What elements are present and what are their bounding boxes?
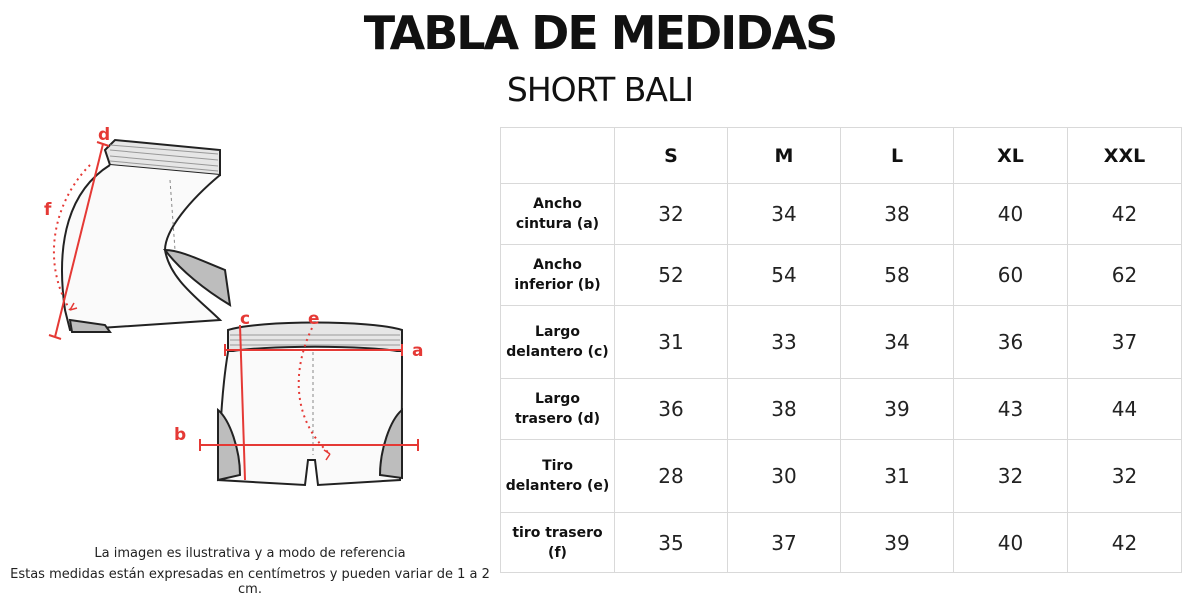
table-row-ancho-inferior	[501, 245, 1182, 306]
table-cell: 62	[1068, 245, 1182, 306]
table-cell: 42	[1068, 513, 1182, 573]
label-a: a	[412, 341, 424, 361]
table-cell: 33	[728, 306, 841, 379]
header-size-xl: XL	[954, 128, 1068, 184]
table-cell: 38	[841, 184, 954, 245]
table-cell: 37	[1068, 306, 1182, 379]
table-cell: 39	[841, 513, 954, 573]
header-size-xxl: XXL	[1068, 128, 1182, 184]
side-view-illustration	[62, 140, 230, 332]
label-c: c	[240, 309, 251, 329]
table-cell: 34	[728, 184, 841, 245]
table-header-row	[501, 128, 1182, 184]
page-title: TABLA DE MEDIDAS	[363, 6, 837, 60]
label-f: f	[44, 200, 52, 220]
row-label: Ancho cintura (a)	[501, 184, 615, 245]
header-size-s: S	[615, 128, 728, 184]
table-cell: 37	[728, 513, 841, 573]
header-size-l: L	[841, 128, 954, 184]
table-cell: 60	[954, 245, 1068, 306]
label-b: b	[174, 425, 187, 445]
table-cell: 44	[1068, 379, 1182, 440]
table-cell: 31	[615, 306, 728, 379]
row-label: Ancho inferior (b)	[501, 245, 615, 306]
row-label: tiro trasero (f)	[501, 513, 615, 573]
label-e: e	[308, 309, 320, 329]
table-cell: 31	[841, 440, 954, 513]
note-measurement-variance: Estas medidas están expresadas en centímetros y pueden variar de 1 a 2 cm.	[10, 567, 490, 597]
table-cell: 30	[728, 440, 841, 513]
table-cell: 54	[728, 245, 841, 306]
table-cell: 42	[1068, 184, 1182, 245]
row-label: Largo trasero (d)	[501, 379, 615, 440]
front-view-illustration	[218, 323, 402, 486]
table-cell: 40	[954, 184, 1068, 245]
header-empty-cell	[501, 128, 615, 184]
table-cell: 39	[841, 379, 954, 440]
table-cell: 32	[615, 184, 728, 245]
table-cell: 32	[1068, 440, 1182, 513]
table-cell: 35	[615, 513, 728, 573]
table-row-ancho-cintura	[501, 184, 1182, 245]
page-subtitle: SHORT BALI	[506, 70, 694, 109]
table-row-tiro-delantero	[501, 440, 1182, 513]
table-row-largo-trasero	[501, 379, 1182, 440]
row-label: Largo delantero (c)	[501, 306, 615, 379]
table-cell: 52	[615, 245, 728, 306]
label-d: d	[98, 125, 111, 145]
table-cell: 38	[728, 379, 841, 440]
table-cell: 58	[841, 245, 954, 306]
table-cell: 43	[954, 379, 1068, 440]
table-cell: 36	[954, 306, 1068, 379]
table-row-tiro-trasero	[501, 513, 1182, 573]
table-cell: 36	[615, 379, 728, 440]
size-chart-table	[500, 127, 1182, 573]
header-size-m: M	[728, 128, 841, 184]
shorts-measurement-diagram	[30, 120, 490, 500]
row-label: Tiro delantero (e)	[501, 440, 615, 513]
table-cell: 40	[954, 513, 1068, 573]
table-row-largo-delantero	[501, 306, 1182, 379]
note-illustrative: La imagen es ilustrativa y a modo de referencia	[94, 546, 406, 561]
table-cell: 34	[841, 306, 954, 379]
table-cell: 32	[954, 440, 1068, 513]
table-cell: 28	[615, 440, 728, 513]
